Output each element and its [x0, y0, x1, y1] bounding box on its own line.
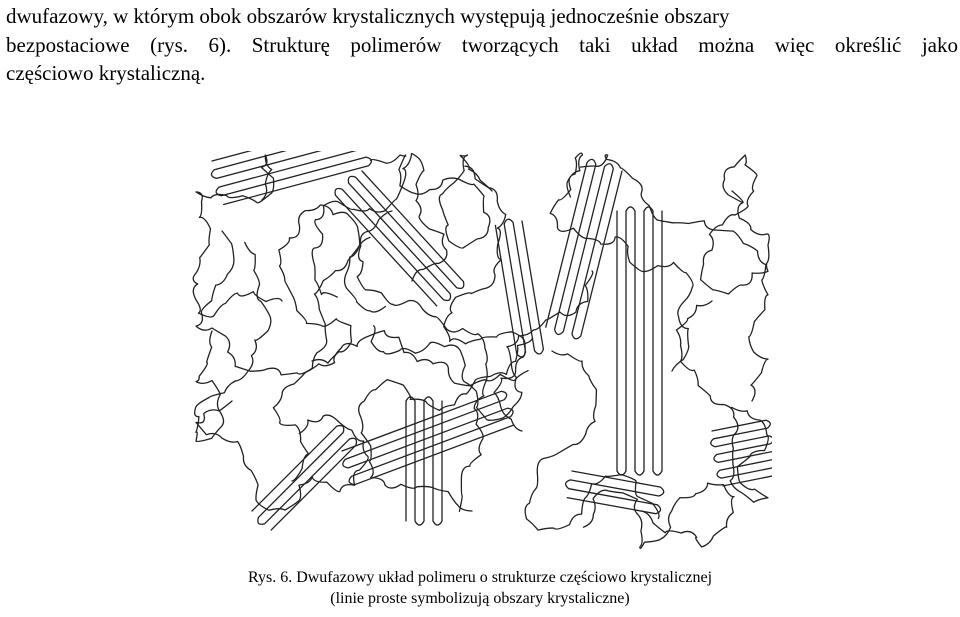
crystalline-lamella [617, 207, 662, 475]
crystalline-lamella [211, 151, 371, 205]
amorphous-chain [580, 155, 768, 401]
amorphous-chain [359, 339, 532, 511]
polymer-structure-figure [192, 151, 772, 551]
amorphous-chain [279, 205, 386, 363]
crystalline-lamella [711, 420, 772, 486]
paragraph-line-3: częściowo krystaliczną. [6, 61, 206, 85]
amorphous-chain [525, 351, 659, 530]
body-paragraph [6, 2, 958, 88]
paragraph-line-1: dwufazowy, w którym obok obszarów krystalicznych występują jednocześnie obszary [6, 4, 730, 28]
amorphous-chain [193, 155, 282, 317]
figure-caption-line-1: Rys. 6. Dwufazowy układ polimeru o strukturze częściowo krystalicznej [247, 569, 713, 586]
amorphous-chain [701, 155, 770, 294]
crystalline-lamella [252, 426, 356, 531]
amorphous-chain [371, 155, 493, 248]
amorphous-chain [196, 231, 370, 375]
crystalline-lamella [342, 391, 514, 484]
amorphous-chain [444, 166, 525, 431]
polymer-chains-drawing [192, 151, 772, 551]
crystalline-lamella [546, 159, 622, 338]
paragraph-line-2: bezpostaciowe (rys. 6). Strukturę polimerów tworzących taki układ można więc określić jako [6, 32, 958, 57]
figure-caption-line-2: (linie proste symbolizują obszary krystaliczne) [330, 590, 630, 607]
